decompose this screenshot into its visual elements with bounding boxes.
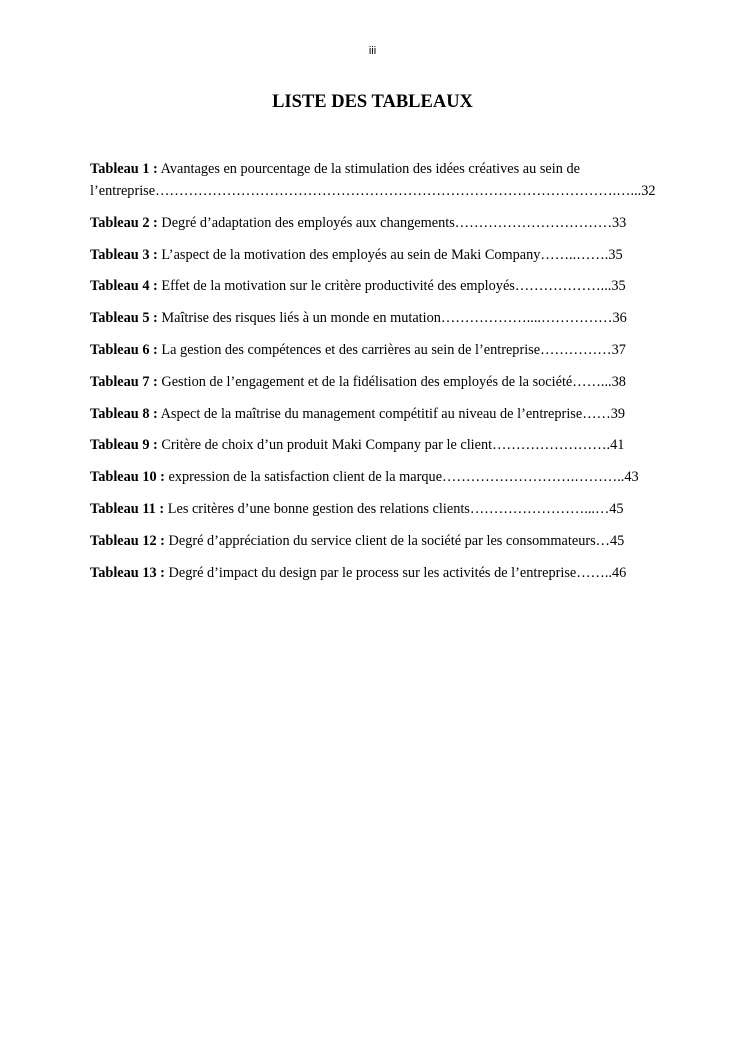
entry-text: Degré d’appréciation du service client de la société par les consommateurs…45: [164, 532, 625, 549]
entry-label: Tableau 3 :: [90, 246, 158, 263]
entry-text: Les critères d’une bonne gestion des relations clients……………………...…45: [164, 500, 624, 517]
table-entry-13: [90, 562, 655, 584]
entry-text: Critère de choix d’un produit Maki Company par le client…………………….41: [157, 437, 625, 454]
page-title: LISTE DES TABLEAUX: [272, 92, 473, 112]
entry-label: Tableau 13 :: [90, 564, 165, 581]
table-entry-6: [90, 339, 655, 361]
table-list: [90, 158, 655, 593]
entry-text-continued: l’entreprise…………………………………………………………………………………….…...32: [90, 183, 655, 199]
entry-text: Aspect de la maîtrise du management compétitif au niveau de l’entreprise……39: [157, 405, 626, 422]
table-entry-7: [90, 371, 655, 393]
entry-label: Tableau 8 :: [90, 405, 158, 422]
entry-label: Tableau 5 :: [90, 310, 158, 327]
table-entry-1: [90, 158, 655, 202]
entry-text: Degré d’impact du design par le process sur les activités de l’entreprise……..46: [164, 564, 627, 581]
entry-text: La gestion des compétences et des carrières au sein de l’entreprise……………37: [157, 341, 626, 358]
table-entry-3: [90, 244, 655, 266]
page-number: iii: [368, 45, 377, 57]
entry-label: Tableau 7 :: [90, 373, 158, 390]
entry-label: Tableau 9 :: [90, 437, 158, 454]
table-entry-11: [90, 498, 655, 520]
table-entry-10: [90, 466, 655, 488]
entry-text: Avantages en pourcentage de la stimulation des idées créatives au sein de: [157, 161, 580, 177]
table-entry-8: [90, 403, 655, 425]
entry-label: Tableau 4 :: [90, 278, 158, 295]
entry-text: Maîtrise des risques liés à un monde en mutation………………....……………36: [157, 310, 627, 327]
entry-text: expression de la satisfaction client de la marque……………………….………..43: [164, 469, 639, 486]
entry-label: Tableau 12 :: [90, 532, 165, 549]
table-entry-9: [90, 434, 655, 456]
entry-label: Tableau 11 :: [90, 500, 165, 517]
entry-label: Tableau 6 :: [90, 341, 158, 358]
table-entry-2: [90, 212, 655, 234]
table-entry-12: [90, 530, 655, 552]
entry-label: Tableau 1 :: [90, 161, 158, 177]
entry-label: Tableau 10 :: [90, 469, 165, 486]
entry-text: Gestion de l’engagement et de la fidélisation des employés de la société……...38: [157, 373, 626, 390]
table-entry-4: [90, 275, 655, 297]
entry-text: L’aspect de la motivation des employés au sein de Maki Company……..…….35: [157, 246, 623, 263]
entry-text: Degré d’adaptation des employés aux changements……………………………33: [157, 214, 627, 231]
entry-label: Tableau 2 :: [90, 214, 158, 231]
entry-text: Effet de la motivation sur le critère productivité des employés………………...35: [157, 278, 626, 295]
table-entry-5: [90, 307, 655, 329]
